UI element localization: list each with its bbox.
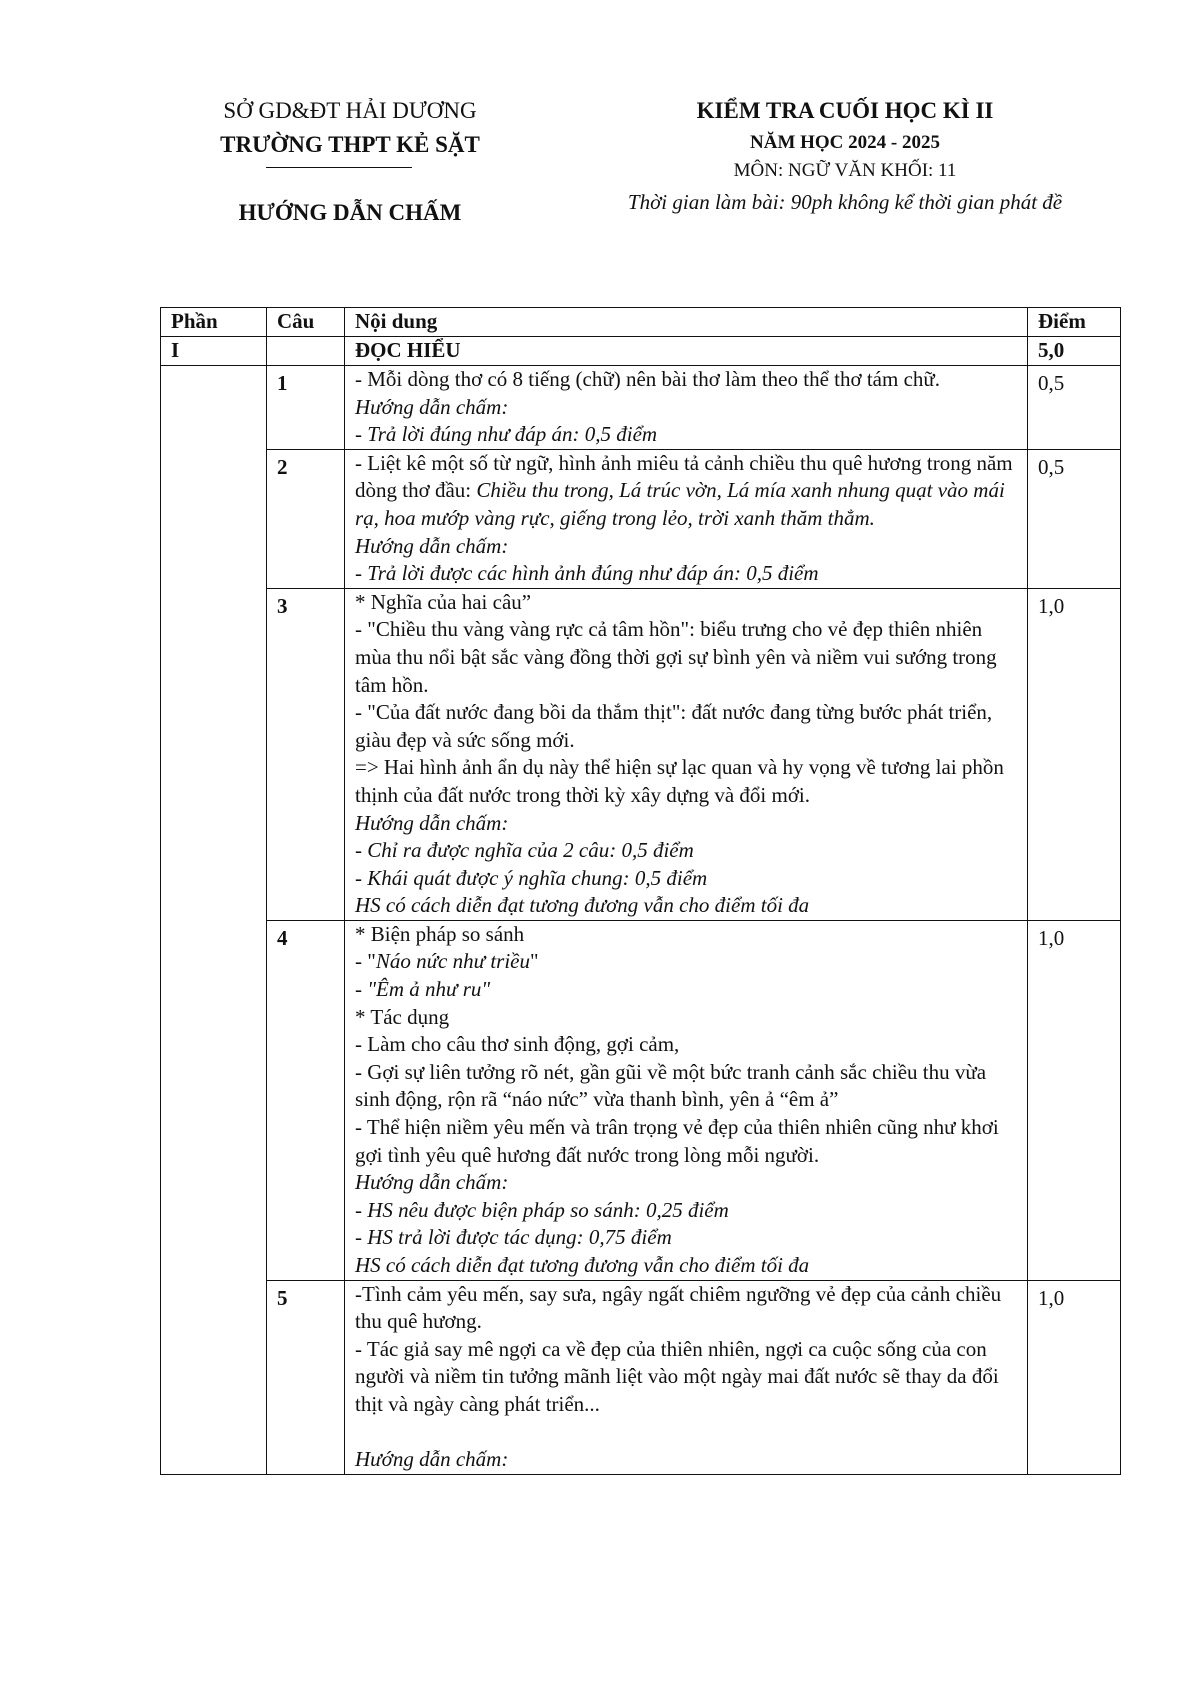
question-number: 2 [267, 449, 345, 588]
answer-line: - Tác giả say mê ngợi ca về đẹp của thiên nhiên, ngợi ca cuộc sống của con người và niềm tin tưởng mãnh liệt vào một ngày mai đất nước sẽ thay da đổi thịt và ngày càng phát triển... [355, 1336, 999, 1416]
subject-line: MÔN: NGỮ VĂN KHỐI: 11 [733, 160, 957, 181]
answer-line: - Thể hiện niềm yêu mến và trân trọng vẻ đẹp của thiên nhiên cũng như khơi gợi tình yêu quê hương đất nước trong lòng mỗi người. [355, 1115, 999, 1167]
question-content [345, 1280, 1028, 1474]
question-points: 1,0 [1028, 588, 1121, 920]
table-row [161, 1280, 1121, 1474]
column-header-part: Phần [161, 308, 267, 337]
answer-line: - Mỗi dòng thơ có 8 tiếng (chữ) nên bài thơ làm theo thể thơ tám chữ. [355, 367, 941, 391]
department-name: SỞ GD&ĐT HẢI DƯƠNG [223, 98, 477, 123]
answer-line: * Tác dụng [355, 1004, 450, 1029]
section-title: ĐỌC HIỂU [345, 337, 1028, 366]
guide-line: - HS nêu được biện pháp so sánh: 0,25 điểm [355, 1197, 729, 1222]
school-name: TRƯỜNG THPT KẺ SẶT [220, 132, 480, 157]
guide-line: - HS trả lời được tác dụng: 0,75 điểm [355, 1225, 672, 1250]
school-year: NĂM HỌC 2024 - 2025 [750, 132, 940, 153]
blank-line [355, 1419, 1021, 1447]
section-row [161, 337, 1121, 366]
guide-line: - Chỉ ra được nghĩa của 2 câu: 0,5 điểm [355, 838, 694, 863]
section-question-empty [267, 337, 345, 366]
grading-table [160, 307, 1121, 1475]
guide-line: HS có cách diễn đạt tương đương vẫn cho điểm tối đa [355, 893, 810, 918]
answer-line: - Liệt kê một số từ ngữ, hình ảnh miêu tả cảnh chiều thu quê hương trong năm dòng thơ đầu: Chiều thu trong, Lá trúc vờn, Lá mía xanh nhung quạt vào mái rạ, hoa mướp vàng rực, giếng trong lẻo, trời xanh thăm thẳm. [355, 450, 1013, 530]
guide-line: HS có cách diễn đạt tương đương vẫn cho điểm tối đa [355, 1253, 810, 1277]
answer-line: => Hai hình ảnh ẩn dụ này thể hiện sự lạc quan và hy vọng về tương lai phồn thịnh của đất nước trong thời kỳ xây dựng và đổi mới. [355, 755, 1004, 807]
table-row [161, 366, 1121, 450]
column-header-points: Điểm [1028, 308, 1121, 337]
header-divider [266, 167, 412, 168]
table-row [161, 588, 1121, 920]
question-points: 0,5 [1028, 366, 1121, 450]
question-content [345, 588, 1028, 920]
guide-line: Hướng dẫn chấm: [355, 810, 509, 835]
table-row [161, 920, 1121, 1280]
guide-line: Hướng dẫn chấm: [355, 533, 509, 558]
question-content [345, 366, 1028, 450]
question-number: 3 [267, 588, 345, 920]
question-points: 1,0 [1028, 1280, 1121, 1474]
guide-line: - "Êm ả như ru" [355, 977, 491, 1002]
exam-title: KIỂM TRA CUỐI HỌC KÌ II [696, 98, 994, 123]
column-header-question: Câu [267, 308, 345, 337]
answer-line: - Làm cho câu thơ sinh động, gợi cảm, [355, 1032, 680, 1057]
guide-line: Hướng dẫn chấm: [355, 1447, 509, 1472]
answer-line: -Tình cảm yêu mến, say sưa, ngây ngất chiêm ngưỡng vẻ đẹp của cảnh chiều thu quê hương. [355, 1281, 1002, 1334]
answer-line: * Biện pháp so sánh [355, 921, 525, 946]
question-number: 5 [267, 1280, 345, 1474]
question-points: 1,0 [1028, 920, 1121, 1280]
guide-line: - Trả lời đúng như đáp án: 0,5 điểm [355, 422, 658, 447]
answer-line: - "Náo nức như triều" [355, 949, 539, 974]
guide-line: - Trả lời được các hình ảnh đúng như đáp án: 0,5 điểm [355, 561, 819, 586]
column-header-content: Nội dung [345, 308, 1028, 337]
questions-body [161, 366, 1121, 1475]
answer-line: - "Của đất nước đang bồi da thắm thịt": đất nước đang từng bước phát triển, giàu đẹp và sức sống mới. [355, 700, 993, 752]
table-row [161, 449, 1121, 588]
question-number: 4 [267, 920, 345, 1280]
section-part: I [161, 337, 267, 366]
guide-line: Hướng dẫn chấm: [355, 394, 509, 419]
answer-line: - "Chiều thu vàng vàng rực cả tâm hồn": biểu trưng cho vẻ đẹp thiên nhiên mùa thu nổi bật sắc vàng đồng thời gợi sự bình yên và niềm vui sướng trong tâm hồn. [355, 617, 997, 697]
question-content [345, 920, 1028, 1280]
question-content [345, 449, 1028, 588]
answer-line: - Gợi sự liên tưởng rõ nét, gần gũi về một bức tranh cảnh sắc chiều thu vừa sinh động, rộn rã “náo nức” vừa thanh bình, yên ả “êm ả” [355, 1059, 987, 1112]
document-type: HƯỚNG DẪN CHẤM [238, 200, 462, 225]
question-points: 0,5 [1028, 449, 1121, 588]
table-header-row [161, 308, 1121, 337]
guide-line: - Khái quát được ý nghĩa chung: 0,5 điểm [355, 865, 708, 890]
time-allowed: Thời gian làm bài: 90ph không kể thời gian phát đề [627, 190, 1063, 214]
answer-line: * Nghĩa của hai câu” [355, 589, 532, 614]
section-points: 5,0 [1028, 337, 1121, 366]
part-cell-empty [161, 366, 267, 1475]
document-header [0, 0, 1190, 250]
guide-line: Hướng dẫn chấm: [355, 1170, 509, 1195]
question-number: 1 [267, 366, 345, 450]
